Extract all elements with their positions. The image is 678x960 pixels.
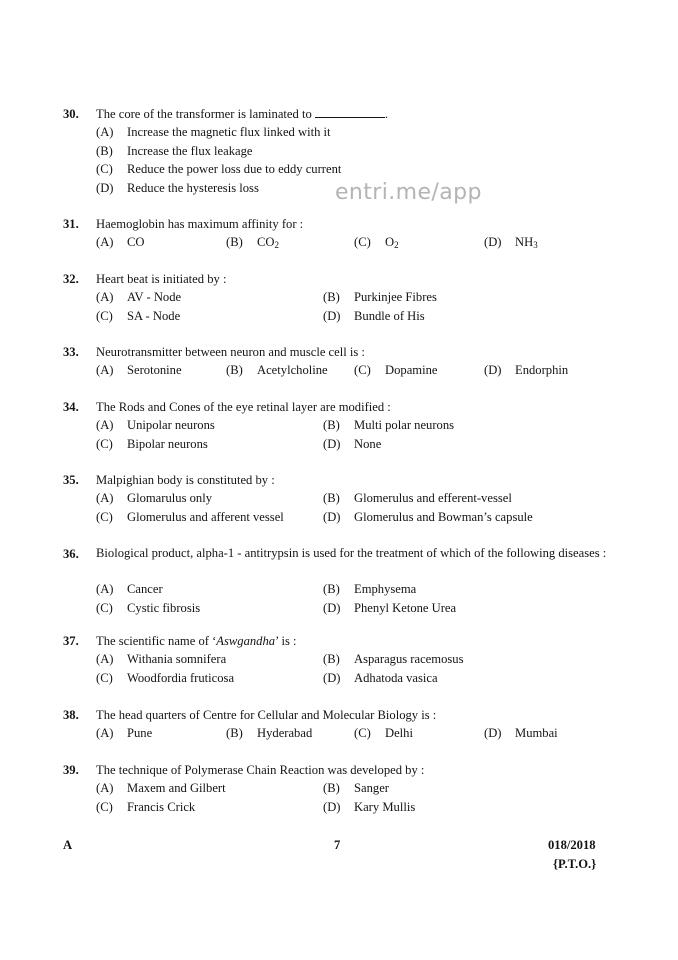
option-d: (D) Phenyl Ketone Urea: [323, 600, 457, 615]
option-d: (D) Mumbai: [484, 726, 558, 740]
option-d: (D) None: [323, 436, 382, 451]
option-b: (B) Acetylcholine: [226, 363, 328, 377]
question-30: [0, 105, 678, 197]
question-text: Biological product, alpha-1 - antitrypsin is used for the treatment of which of the following diseases :: [96, 546, 607, 560]
question-text: The head quarters of Centre for Cellular and Molecular Biology is :: [96, 708, 437, 722]
option-c: (C) Cystic fibrosis: [96, 600, 201, 615]
question-36: [0, 545, 678, 617]
question-number: 33.: [63, 345, 79, 359]
option-a: (A) Pune: [96, 726, 153, 740]
question-number: 32.: [63, 272, 79, 286]
option-b: (B) Hyderabad: [226, 726, 313, 740]
question-text: The Rods and Cones of the eye retinal layer are modified :: [96, 400, 391, 414]
question-31: [0, 215, 678, 252]
plant-name-italic: Aswgandha: [216, 634, 276, 648]
option-c: (C) Bipolar neurons: [96, 436, 208, 451]
option-c: (C) Dopamine: [354, 363, 438, 377]
option-c: (C) Reduce the power loss due to eddy current: [96, 162, 342, 176]
question-text: The scientific name of ‘Aswgandha’ is :: [96, 634, 297, 648]
question-32: [0, 270, 678, 325]
question-number: 38.: [63, 708, 79, 722]
option-a: (A) Maxem and Gilbert: [96, 781, 226, 795]
option-a: (A) Cancer: [96, 582, 163, 596]
option-b: (B) Emphysema: [323, 582, 417, 596]
footer-series: A: [63, 838, 73, 852]
option-a: (A) CO: [96, 235, 145, 249]
question-39: [0, 761, 678, 816]
question-number: 35.: [63, 473, 79, 487]
option-c: (C) Delhi: [354, 726, 413, 740]
fill-in-blank: [315, 107, 385, 118]
option-d: (D) Glomerulus and Bowman’s capsule: [323, 509, 533, 524]
question-number: 36.: [63, 547, 79, 561]
question-text: Haemoglobin has maximum affinity for :: [96, 217, 304, 231]
question-34: [0, 398, 678, 453]
question-37: [0, 632, 678, 687]
footer-code: 018/2018: [548, 838, 596, 852]
option-b: (B) Sanger: [323, 781, 389, 795]
question-text: Malpighian body is constituted by :: [96, 473, 275, 487]
footer-pto: {P.T.O.}: [553, 857, 597, 871]
question-35: [0, 471, 678, 526]
option-b: (B) Asparagus racemosus: [323, 652, 464, 666]
option-b: (B) $CO_2$: [226, 235, 279, 250]
footer-page-number: 7: [334, 838, 341, 852]
option-d: (D) Bundle of His: [323, 308, 425, 323]
option-d: (D) $NH_3$: [484, 235, 538, 250]
question-38: [0, 706, 678, 743]
option-b: (B) Multi polar neurons: [323, 418, 455, 432]
question-33: [0, 343, 678, 380]
option-b: (B) Purkinjee Fibres: [323, 290, 437, 304]
option-a: (A) AV - Node: [96, 290, 182, 304]
option-c: (C) Glomerulus and afferent vessel: [96, 509, 284, 524]
option-a: (A) Glomarulus only: [96, 491, 213, 505]
option-b: (B) Glomerulus and efferent-vessel: [323, 491, 512, 505]
option-c: (C) SA - Node: [96, 308, 181, 323]
question-number: 39.: [63, 763, 79, 777]
question-number: 37.: [63, 634, 79, 648]
option-d: (D) Kary Mullis: [323, 799, 416, 814]
question-number: 31.: [63, 217, 79, 231]
option-b: (B) Increase the flux leakage: [96, 143, 253, 158]
option-a: (A) Withania somnifera: [96, 652, 227, 666]
option-c: (C) Francis Crick: [96, 799, 196, 814]
watermark: entri.me/app: [335, 180, 482, 205]
option-a: (A) Serotonine: [96, 363, 182, 377]
question-text: The core of the transformer is laminated to .: [96, 107, 389, 121]
option-c: (C) Woodfordia fruticosa: [96, 670, 235, 685]
option-c: (C) $O_2$: [354, 235, 399, 250]
option-d: (D) Endorphin: [484, 363, 569, 377]
option-d: (D) Reduce the hysteresis loss: [96, 180, 259, 195]
option-a: (A) Increase the magnetic flux linked with it: [96, 125, 331, 139]
question-text: Heart beat is initiated by :: [96, 272, 227, 286]
question-text: The technique of Polymerase Chain Reaction was developed by :: [96, 763, 425, 777]
question-number: 34.: [63, 400, 79, 414]
option-d: (D) Adhatoda vasica: [323, 670, 438, 685]
question-text: Neurotransmitter between neuron and muscle cell is :: [96, 345, 365, 359]
question-number: 30.: [63, 107, 79, 121]
option-a: (A) Unipolar neurons: [96, 418, 215, 432]
